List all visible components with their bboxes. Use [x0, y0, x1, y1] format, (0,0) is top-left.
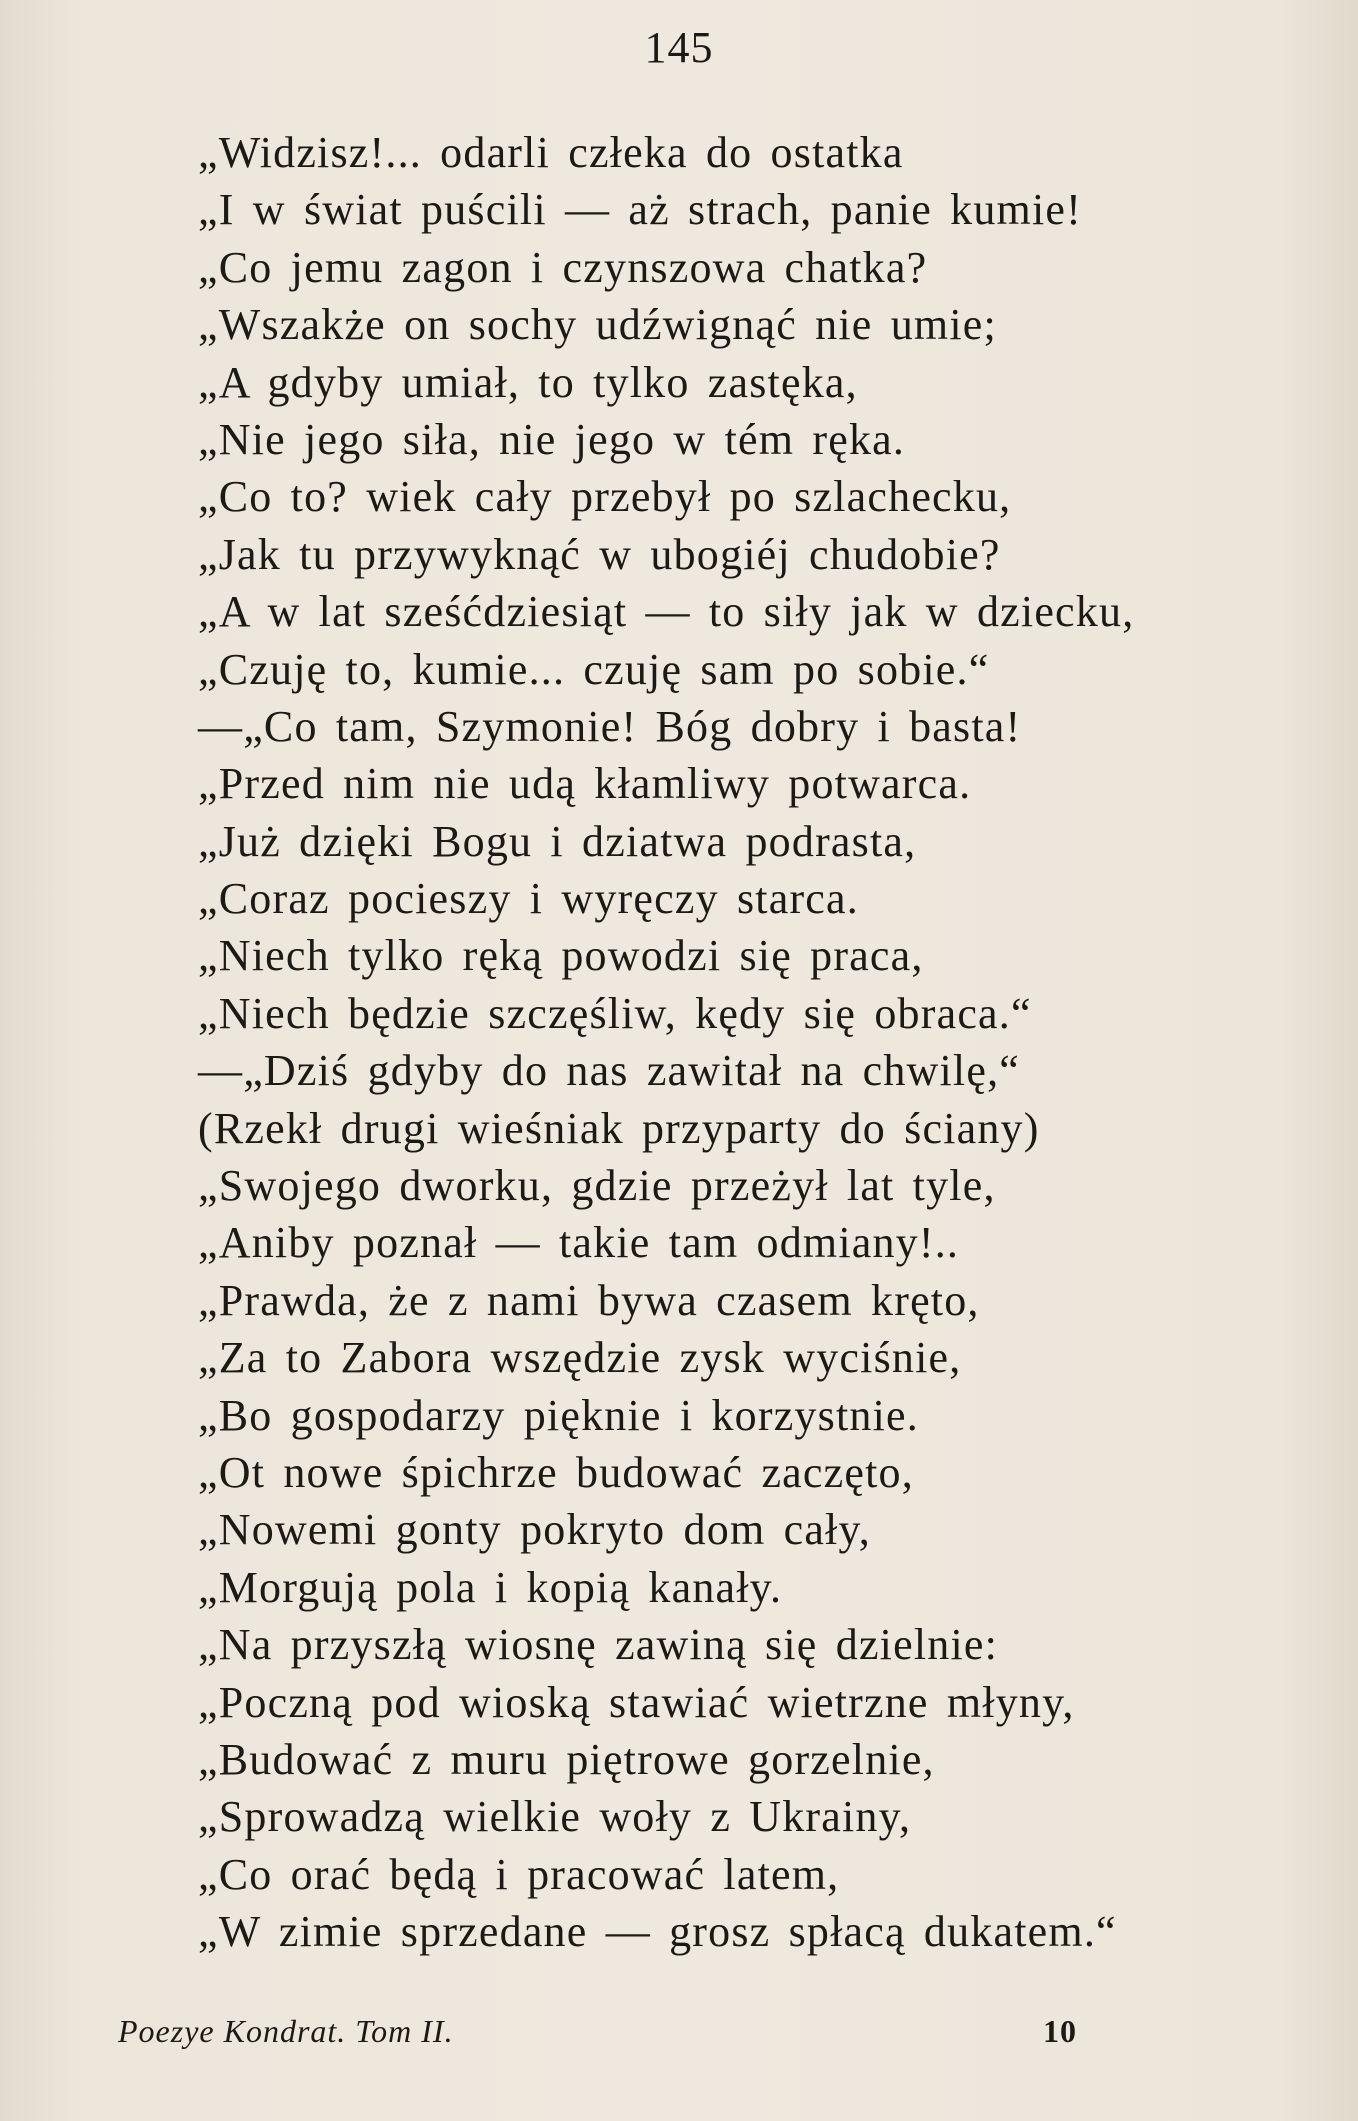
poem-line: „I w świat puścili — aż strach, panie kumie! [198, 185, 1082, 235]
poem-line: „Przed nim nie udą kłamliwy potwarca. [198, 759, 972, 809]
poem-line: „Ot nowe śpichrze budować zaczęto, [198, 1447, 914, 1497]
printer-signature: Poezye Kondrat. Tom II. [118, 2013, 454, 2049]
poem-line: „Na przyszłą wiosnę zawiną się dzielnie: [198, 1620, 999, 1670]
poem-line: „Coraz pocieszy i wyręczy starca. [198, 874, 859, 924]
poem-line: (Rzekł drugi wieśniak przyparty do ściany) [198, 1103, 1040, 1153]
poem-line: „W zimie sprzedane — grosz spłacą dukatem.“ [198, 1907, 1117, 1957]
page-footer [118, 2013, 1128, 2063]
poem-text [198, 124, 1308, 1961]
poem-line: „Wszakże on sochy udźwignąć nie umie; [198, 300, 997, 350]
poem-line: „Swojego dworku, gdzie przeżył lat tyle, [198, 1161, 996, 1211]
poem-line: „Nowemi gonty pokryto dom cały, [198, 1505, 872, 1555]
poem-line: „Budować z muru piętrowe gorzelnie, [198, 1734, 935, 1784]
poem-line: „Już dzięki Bogu i dziatwa podrasta, [198, 816, 917, 866]
poem-line: „A gdyby umiał, to tylko zastęka, [198, 357, 858, 407]
sheet-number: 10 [1043, 2013, 1077, 2049]
poem-line: „Niech będzie szczęśliw, kędy się obraca.“ [198, 988, 1032, 1038]
poem-line: „Bo gospodarzy pięknie i korzystnie. [198, 1390, 919, 1440]
poem-line: „Niech tylko ręką powodzi się praca, [198, 931, 924, 981]
poem-line: „Sprowadzą wielkie woły z Ukrainy, [198, 1792, 912, 1842]
poem-line: „Czuję to, kumie... czuję sam po sobie.“ [198, 644, 990, 694]
poem-line: „Nie jego siła, nie jego w tém ręka. [198, 414, 906, 464]
poem-line: „Poczną pod wioską stawiać wietrzne młyny, [198, 1677, 1075, 1727]
poem-line: „A w lat sześćdziesiąt — to siły jak w dziecku, [198, 587, 1135, 637]
poem-line: „Morgują pola i kopią kanały. [198, 1562, 783, 1612]
poem-line: „Jak tu przywyknąć w ubogiéj chudobie? [198, 529, 1001, 579]
poem-line: „Widzisz!... odarli człeka do ostatka [198, 128, 904, 177]
poem-line: „Aniby poznał — takie tam odmiany!.. [198, 1218, 960, 1268]
poem-line: „Co orać będą i pracować latem, [198, 1849, 840, 1899]
poem-line: „Za to Zabora wszędzie zysk wyciśnie, [198, 1333, 962, 1383]
poem-line: „Co jemu zagon i czynszowa chatka? [198, 242, 928, 292]
page-number: 145 [644, 23, 714, 72]
poem-line: „Prawda, że z nami bywa czasem kręto, [198, 1275, 980, 1325]
poem-line: —„Co tam, Szymonie! Bóg dobry i basta! [198, 701, 1022, 751]
poem-line: —„Dziś gdyby do nas zawitał na chwilę,“ [198, 1046, 1021, 1096]
poem-line: „Co to? wiek cały przebył po szlachecku, [198, 472, 1012, 522]
